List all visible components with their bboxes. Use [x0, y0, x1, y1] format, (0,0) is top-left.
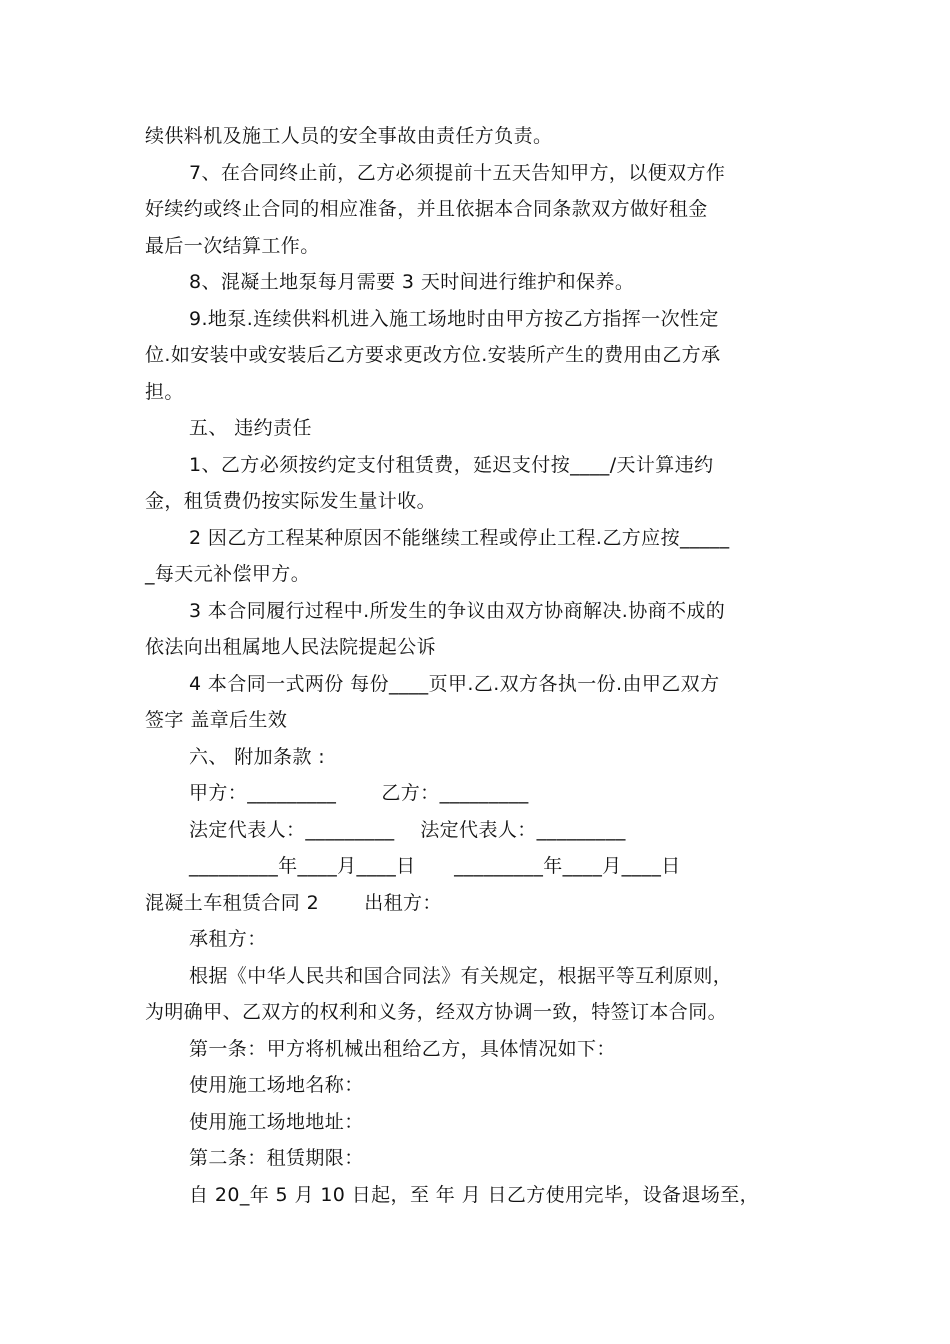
text-line: 依法向出租属地人民法院提起公诉 — [145, 636, 437, 658]
text-line: 为明确甲、乙双方的权利和义务，经双方协调一致，特签订本合同。 — [145, 1001, 728, 1023]
text-line: 好续约或终止合同的相应准备，并且依据本合同条款双方做好租金 — [145, 198, 708, 220]
text-line: 混凝土车租赁合同 2 出租方： — [145, 891, 442, 914]
text-line: 1、乙方必须按约定支付租赁费，延迟支付按____/天计算违约 — [189, 453, 714, 476]
text-line: 8、混凝土地泵每月需要 3 天时间进行维护和保养。 — [189, 271, 635, 293]
text-line: 第二条：租赁期限： — [189, 1147, 364, 1169]
text-line: 签字 盖章后生效 — [145, 709, 288, 731]
text-line: 金，租赁费仍按实际发生量计收。 — [145, 490, 437, 512]
text-line: 7、在合同终止前，乙方必须提前十五天告知甲方，以便双方作 — [189, 161, 726, 184]
text-line: 甲方：_________ 乙方：_________ — [189, 782, 529, 804]
text-line: 使用施工场地名称： — [189, 1074, 364, 1096]
text-line: 五、 违约责任 — [189, 417, 312, 439]
text-line: 根据《中华人民共和国合同法》有关规定，根据平等互利原则， — [189, 964, 733, 987]
text-line: 六、 附加条款 : — [189, 745, 326, 768]
text-line: 承租方： — [189, 928, 267, 950]
text-line: 3 本合同履行过程中.所发生的争议由双方协商解决.协商不成的 — [189, 599, 726, 622]
text-line: 第一条：甲方将机械出租给乙方，具体情况如下： — [189, 1037, 616, 1060]
text-line: 2 因乙方工程某种原因不能继续工程或停止工程.乙方应按_____ — [189, 526, 730, 549]
text-line: 4 本合同一式两份 每份____页甲.乙.双方各执一份.由甲乙双方 — [189, 672, 720, 695]
text-line: _每天元补偿甲方。 — [145, 563, 311, 585]
text-line: 自 20_年 5 月 10 日起，至 年 月 日乙方使用完毕，设备退场至， — [189, 1183, 760, 1206]
text-line: 担。 — [145, 380, 184, 403]
text-line: 最后一次结算工作。 — [145, 234, 320, 257]
document-body — [145, 118, 825, 1213]
text-line: 续供料机及施工人员的安全事故由责任方负责。 — [145, 125, 553, 147]
text-line: _________年____月____日 _________年____月____日 — [189, 855, 681, 877]
text-line: 法定代表人：_________ 法定代表人：_________ — [189, 818, 626, 841]
text-line: 9.地泵.连续供料机进入施工场地时由甲方按乙方指挥一次性定 — [189, 307, 719, 330]
text-line: 位.如安装中或安装后乙方要求更改方位.安装所产生的费用由乙方承 — [145, 344, 721, 366]
text-line: 使用施工场地地址： — [189, 1110, 364, 1133]
